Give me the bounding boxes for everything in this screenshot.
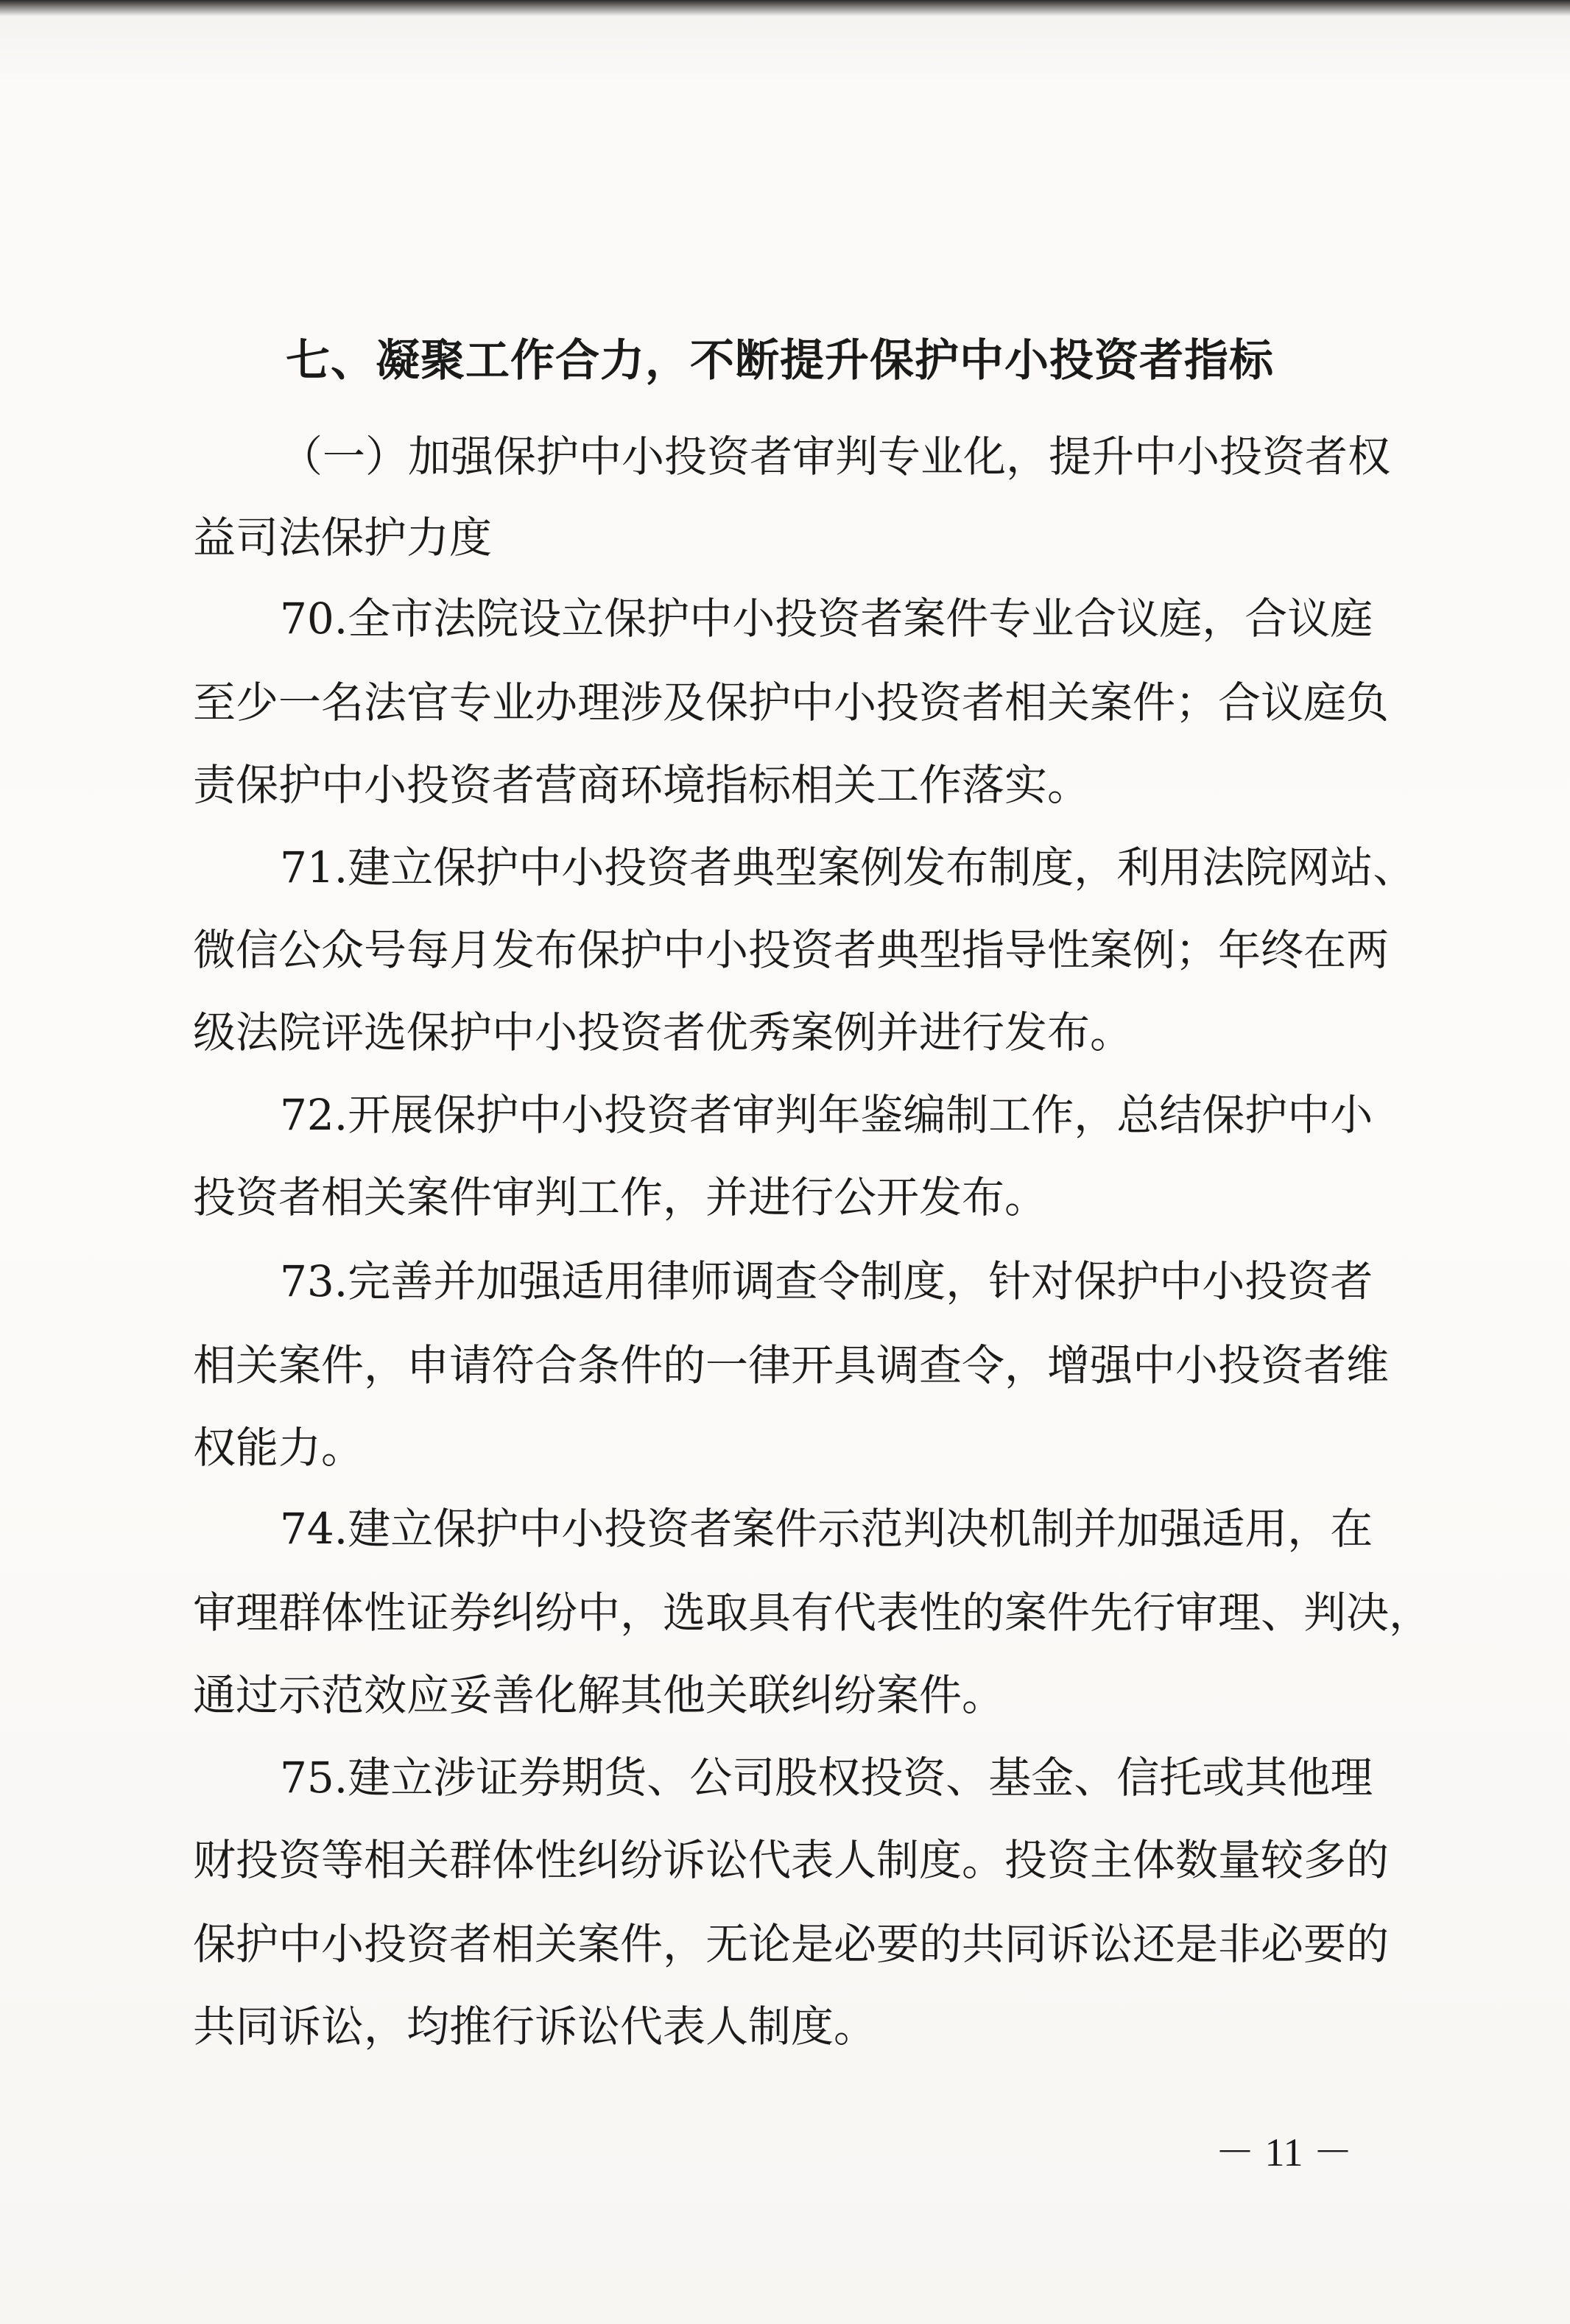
item-74-line-2: 审理群体性证券纠纷中，选取具有代表性的案件先行审理、判决， [193,1588,1432,1638]
item-73-line-2: 相关案件，申请符合条件的一律开具调查令，增强中小投资者维 [193,1340,1390,1390]
item-71-line-2: 微信公众号每月发布保护中小投资者典型指导性案例；年终在两 [193,925,1390,975]
item-74-line-1: 74.建立保护中小投资者案件示范判决机制并加强适用，在 [280,1504,1373,1554]
item-72-line-2: 投资者相关案件审判工作，并进行公开发布。 [193,1172,1048,1222]
section-heading: 七、凝聚工作合力，不断提升保护中小投资者指标 [286,335,1274,387]
item-71-line-1: 71.建立保护中小投资者典型案例发布制度，利用法院网站、 [280,842,1416,892]
item-75-line-4: 共同诉讼，均推行诉讼代表人制度。 [193,2001,877,2052]
item-73-line-1: 73.完善并加强适用律师调查令制度，针对保护中小投资者 [280,1256,1373,1306]
item-75-line-3: 保护中小投资者相关案件，无论是必要的共同诉讼还是非必要的 [193,1919,1390,1969]
item-74-line-3: 通过示范效应妥善化解其他关联纠纷案件。 [193,1670,1005,1720]
item-73-line-3: 权能力。 [193,1423,365,1473]
item-72-line-1: 72.开展保护中小投资者审判年鉴编制工作，总结保护中小 [280,1090,1373,1140]
subheading-line-1: （一）加强保护中小投资者审判专业化，提升中小投资者权 [280,432,1391,482]
page-top-edge [0,0,1570,16]
item-71-line-3: 级法院评选保护中小投资者优秀案例并进行发布。 [193,1007,1133,1057]
item-70-line-1: 70.全市法院设立保护中小投资者案件专业合议庭，合议庭 [280,594,1373,644]
item-70-line-3: 责保护中小投资者营商环境指标相关工作落实。 [193,760,1091,810]
page-number: － 11 － [1215,2130,1353,2175]
item-70-line-2: 至少一名法官专业办理涉及保护中小投资者相关案件；合议庭负 [193,677,1390,728]
subheading-line-2: 益司法保护力度 [193,513,493,563]
item-75-line-2: 财投资等相关群体性纠纷诉讼代表人制度。投资主体数量较多的 [193,1835,1390,1885]
item-75-line-1: 75.建立涉证券期货、公司股权投资、基金、信托或其他理 [280,1753,1373,1803]
